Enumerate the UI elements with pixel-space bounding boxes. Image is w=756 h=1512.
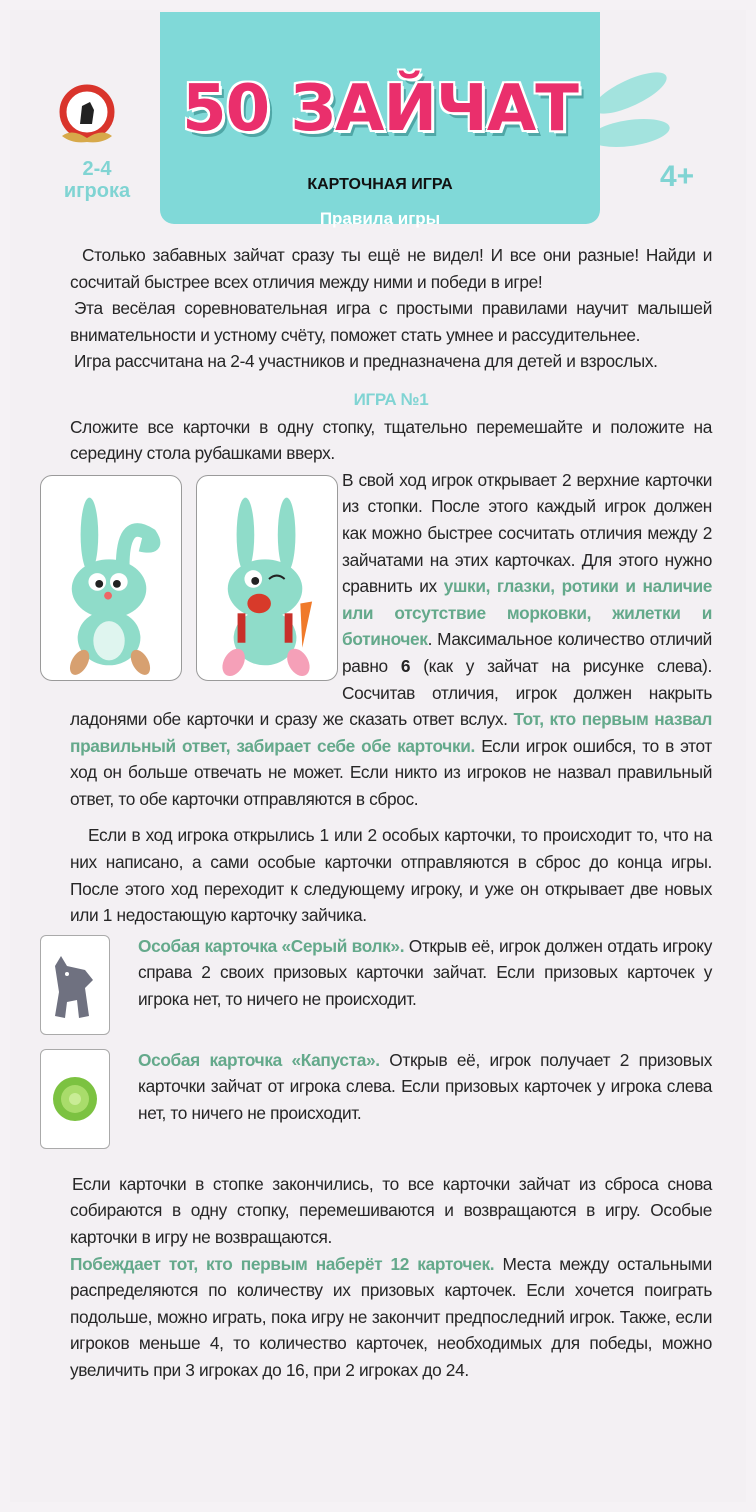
intro-text — [70, 242, 712, 1384]
wolf-card — [40, 935, 110, 1035]
bunny-card-right — [196, 475, 338, 681]
intro-paragraph — [70, 242, 712, 295]
game1-paragraph — [70, 1149, 712, 1251]
cabbage-card — [40, 1049, 110, 1149]
text-segment: Побеждает тот, кто первым наберёт 12 карточек. — [70, 1253, 495, 1274]
text-segment: (как у зайчат на рисунке слева). Сосчитав отличия, игрок должен накрыть ладонями обе карточки и сразу же сказать ответ вслух. — [70, 655, 712, 730]
bunny-icon — [197, 476, 337, 680]
game1-paragraph — [70, 822, 712, 928]
text-segment: Тот, кто первым назвал правильный ответ, забирает себе обе карточки. — [70, 709, 713, 756]
wolf-icon — [41, 936, 109, 1034]
players-number: 2-4 — [82, 158, 112, 180]
wolf-card-text — [70, 933, 712, 1013]
game-title: 50 ЗАЙЧАТ — [182, 72, 578, 146]
text-segment: Если в ход игрока открылись 1 или 2 особых карточки, то происходит то, что на них написано, а сами особые карточки отправляются в сброс до конца игры. После этого ход переходит к следующему игроку, и уже он открывает две новых или 1 недостающую карточку зайчика. — [70, 825, 712, 926]
text-segment: Эта весёлая соревновательная игра с простыми правилами научит малышей внимательности и устному счёту, поможет стать умнее и рассудительнее. — [70, 298, 712, 345]
bunny-card-left — [40, 475, 182, 681]
text-segment: 6 — [400, 655, 411, 676]
text-segment: Особая карточка «Капуста». — [138, 1049, 380, 1070]
game-subtitle: КАРТОЧНАЯ ИГРА — [307, 176, 453, 193]
age-rating: 4+ — [660, 160, 695, 193]
game1-paragraph: Сложите все карточки в одну стопку, тщательно перемешайте и положите на середину стола рубашками вверх. — [70, 416, 712, 464]
cabbage-icon — [41, 1050, 109, 1148]
text-segment: Открыв её, игрок должен отдать игроку справа 2 своих призовых карточки зайчат. Если призовых карточек у игрока нет, то ничего не происходит. — [138, 935, 712, 1010]
intro-paragraph — [70, 348, 712, 375]
cabbage-card-text — [70, 1047, 712, 1127]
game1-winner-paragraph — [70, 1251, 712, 1384]
text-segment: В свой ход игрок открывает 2 верхние карточки из стопки. После этого каждый игрок должен как можно быстрее сосчитать отличия между 2 зайчатами на этих карточках. Для этого нужно сравнить их — [342, 469, 712, 597]
players-word: игрока — [63, 180, 131, 202]
rules-label: Правила игры — [319, 209, 441, 228]
text-segment: . Максимальное количество отличий равно — [342, 629, 712, 676]
illustration-cards — [40, 467, 336, 681]
text-segment: Столько забавных зайчат сразу ты ещё не видел! И все они разные! Найди и сосчитай быстрее всех отличия между ними и победи в игре! — [70, 245, 712, 292]
intro-paragraph — [70, 295, 712, 348]
text-segment: ушки, глазки, ротики и наличие или отсутствие морковки, жилетки и ботиночек — [342, 576, 712, 650]
text-segment: Игра рассчитана на 2-4 участников и предназначена для детей и взрослых. — [74, 351, 658, 372]
brand-logo — [52, 84, 122, 148]
game1-heading: ИГРА №1 — [353, 389, 429, 409]
cabbage-card-rule — [70, 1035, 712, 1127]
bunny-icon — [41, 476, 181, 680]
wolf-card-rule — [70, 929, 712, 1013]
text-segment: Если игрок ошибся, то в этот ход он больше отвечать не может. Если никто из игроков не назвал правильный ответ, то обе карточки отправляются в сброс. — [70, 735, 712, 809]
players-count — [52, 158, 142, 202]
text-segment: Особая карточка «Серый волк». — [138, 935, 405, 956]
text-segment: Открыв её, игрок получает 2 призовых карточки зайчат от игрока слева. Если призовых карточек у игрока слева нет, то ничего не происходит. — [138, 1049, 712, 1124]
text-segment: Места между остальными распределяются по количеству их призовых карточек. Если хочется поиграть подольше, можно играть, пока игру не закончит предпоследний игрок. Также, если игроков меньше 4, то количество карточек, необходимых для победы, можно увеличить при 3 игроках до 16, при 2 игроках до 24. — [70, 1253, 712, 1380]
header-banner — [160, 12, 600, 228]
text-segment: Если карточки в стопке закончились, то все карточки зайчат из сброса снова собираются в одну стопку, перемешиваются и возвращаются в игру. Особые карточки в игру не возвращаются. — [70, 1173, 712, 1248]
